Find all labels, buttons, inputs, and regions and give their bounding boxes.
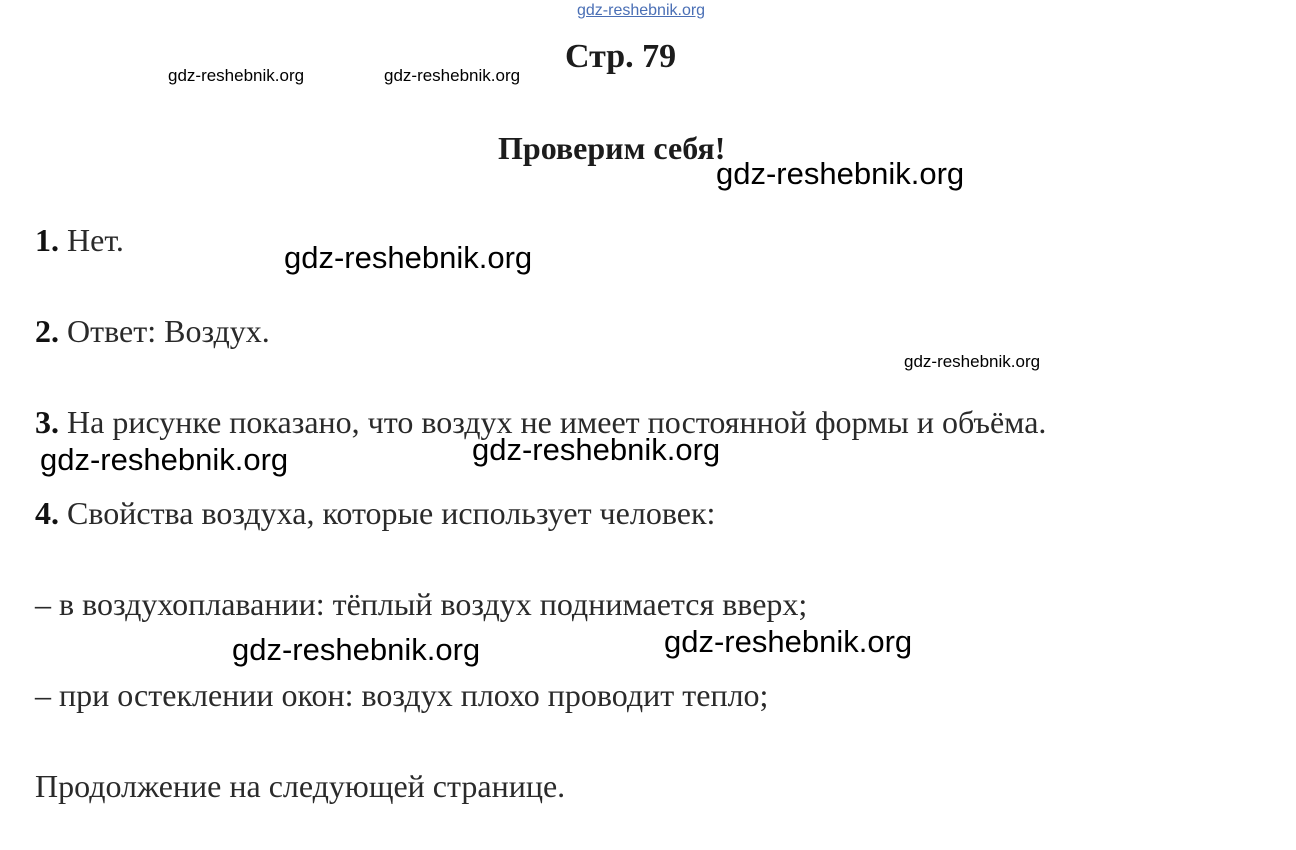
watermark-large-5: gdz-reshebnik.org — [232, 632, 481, 667]
answer-1-number: 1. — [35, 222, 59, 258]
answer-2 — [35, 313, 270, 350]
answer-3-text: На рисунке показано, что воздух не имеет постоянной формы и объёма. — [67, 404, 1047, 440]
bullet-item-2: – при остеклении окон: воздух плохо проводит тепло; — [35, 677, 769, 713]
answer-4-number: 4. — [35, 495, 59, 531]
watermark-small-2: gdz-reshebnik.org — [384, 66, 521, 85]
watermark-large-6: gdz-reshebnik.org — [664, 624, 913, 659]
watermark-top-link[interactable]: gdz-reshebnik.org — [577, 2, 706, 19]
answer-1-text: Нет. — [67, 222, 124, 258]
watermark-small-3: gdz-reshebnik.org — [904, 352, 1041, 371]
answer-4-text: Свойства воздуха, которые использует человек: — [67, 495, 716, 531]
section-title: Проверим себя! — [498, 130, 726, 166]
bullet-item-1: – в воздухоплавании: тёплый воздух поднимается вверх; — [35, 586, 808, 622]
watermark-large-2: gdz-reshebnik.org — [284, 240, 533, 275]
answer-2-number: 2. — [35, 313, 59, 349]
answer-2-text: Ответ: Воздух. — [67, 313, 270, 349]
watermark-large-4: gdz-reshebnik.org — [472, 432, 721, 467]
watermark-large-3: gdz-reshebnik.org — [40, 442, 289, 477]
answer-1 — [35, 222, 124, 259]
answer-4 — [35, 495, 715, 532]
page-number-title: Стр. 79 — [565, 38, 677, 75]
watermark-large-1: gdz-reshebnik.org — [716, 156, 965, 191]
watermark-small-1: gdz-reshebnik.org — [168, 66, 305, 85]
answer-3-number: 3. — [35, 404, 59, 440]
continuation-note: Продолжение на следующей странице. — [35, 768, 566, 804]
